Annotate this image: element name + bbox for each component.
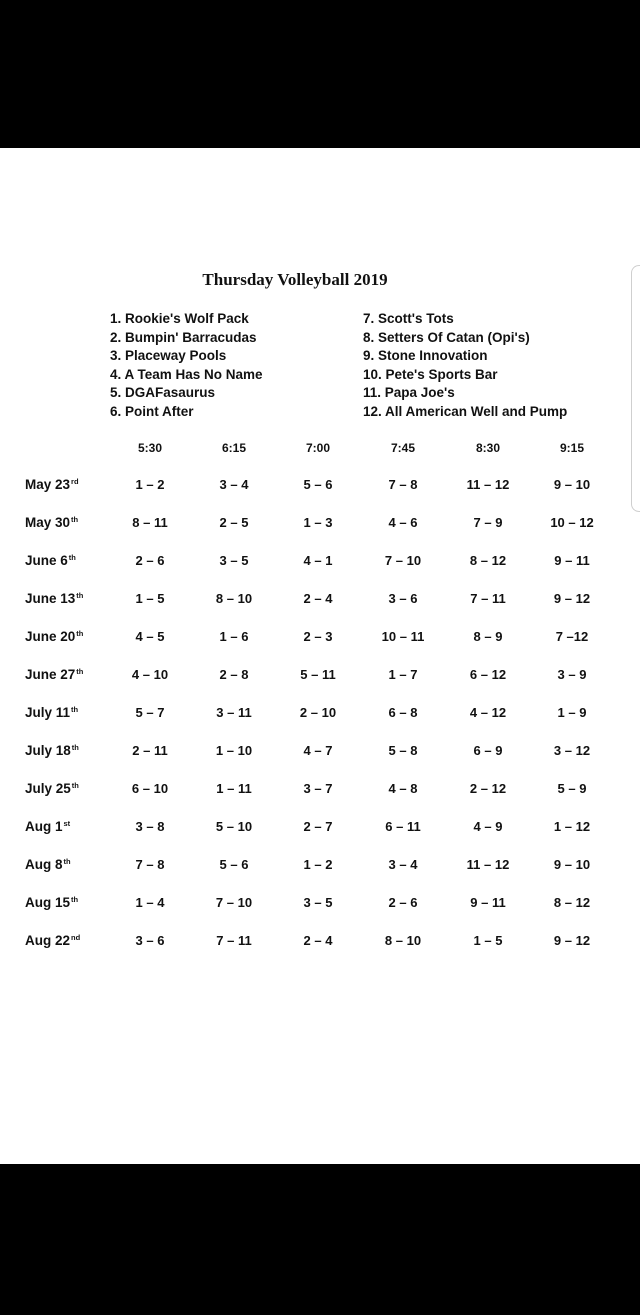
matchup-cell: 10 – 11 xyxy=(381,629,425,644)
matchup-cell: 5 – 9 xyxy=(557,781,587,796)
matchup-cell: 8 – 12 xyxy=(469,553,507,568)
matchup-cell: 5 – 7 xyxy=(135,705,165,720)
team-item: 4. A Team Has No Name xyxy=(110,366,263,382)
matchup-cell: 7 – 10 xyxy=(215,895,253,910)
matchup-cell: 9 – 12 xyxy=(553,591,591,606)
matchup-cell: 1 – 6 xyxy=(219,629,249,644)
date-ordinal-suffix: th xyxy=(63,857,71,866)
matchup-cell: 4 – 12 xyxy=(469,705,507,720)
date-ordinal-suffix: th xyxy=(76,591,84,600)
matchup-cell: 1 – 4 xyxy=(135,895,165,910)
match-date xyxy=(25,705,78,720)
matchup-cell: 2 – 5 xyxy=(219,515,249,530)
matchup-cell: 8 – 11 xyxy=(132,515,168,530)
match-date-text: June 13 xyxy=(25,591,76,606)
matchup-cell: 5 – 10 xyxy=(215,819,253,834)
match-date-text: May 23 xyxy=(25,477,71,492)
match-date-text: July 18 xyxy=(25,743,71,758)
matchup-cell: 5 – 6 xyxy=(219,857,249,872)
matchup-cell: 4 – 9 xyxy=(473,819,503,834)
matchup-cell: 2 – 3 xyxy=(303,629,333,644)
match-date-text: June 20 xyxy=(25,629,76,644)
matchup-cell: 3 – 12 xyxy=(553,743,591,758)
matchup-cell: 3 – 6 xyxy=(388,591,418,606)
matchup-cell: 11 – 12 xyxy=(466,477,510,492)
matchup-cell: 1 – 7 xyxy=(388,667,418,682)
match-date-text: May 30 xyxy=(25,515,71,530)
matchup-cell: 2 – 11 xyxy=(132,743,168,758)
match-date-text: June 6 xyxy=(25,553,68,568)
matchup-cell: 6 – 11 xyxy=(385,819,421,834)
matchup-cell: 2 – 4 xyxy=(303,933,333,948)
match-date-text: July 11 xyxy=(25,705,71,720)
matchup-cell: 7 – 10 xyxy=(384,553,422,568)
matchup-cell: 3 – 5 xyxy=(303,895,333,910)
team-item: 11. Papa Joe's xyxy=(363,385,455,400)
matchup-cell: 4 – 10 xyxy=(131,667,169,682)
matchup-cell: 9 – 12 xyxy=(553,933,591,948)
match-date xyxy=(25,477,79,492)
time-slot-header: 8:30 xyxy=(475,441,501,455)
matchup-cell: 7 – 11 xyxy=(470,591,506,606)
matchup-cell: 3 – 7 xyxy=(303,781,333,796)
match-date xyxy=(25,895,78,910)
time-header-row xyxy=(0,441,640,457)
matchup-cell: 2 – 12 xyxy=(469,781,507,796)
team-item: 5. DGAFasaurus xyxy=(110,385,216,400)
matchup-cell: 1 – 5 xyxy=(473,933,503,948)
schedule-row xyxy=(0,477,640,495)
matchup-cell: 3 – 5 xyxy=(219,553,249,568)
matchup-cell: 4 – 7 xyxy=(303,743,333,758)
team-item: 10. Pete's Sports Bar xyxy=(363,366,498,382)
schedule-row xyxy=(0,667,640,685)
matchup-cell: 1 – 2 xyxy=(303,857,333,872)
team-item: 6. Point After xyxy=(110,403,194,419)
date-ordinal-suffix: th xyxy=(71,743,79,752)
date-ordinal-suffix: nd xyxy=(71,933,81,942)
matchup-cell: 2 – 10 xyxy=(299,705,337,720)
time-slot-header: 7:45 xyxy=(390,441,416,455)
matchup-cell: 8 – 9 xyxy=(473,629,503,644)
matchup-cell: 2 – 8 xyxy=(219,667,249,682)
match-date xyxy=(25,515,78,530)
schedule-row xyxy=(0,743,640,761)
team-item: 3. Placeway Pools xyxy=(110,348,227,363)
matchup-cell: 1 – 10 xyxy=(215,743,253,758)
match-date xyxy=(25,667,83,682)
schedule-row xyxy=(0,895,640,913)
matchup-cell: 2 – 6 xyxy=(135,553,165,568)
match-date-text: July 25 xyxy=(25,781,71,796)
matchup-cell: 4 – 1 xyxy=(303,553,333,568)
matchup-cell: 6 – 12 xyxy=(469,667,507,682)
matchup-cell: 1 – 11 xyxy=(216,781,252,796)
schedule-row xyxy=(0,933,640,951)
matchup-cell: 8 – 10 xyxy=(384,933,422,948)
date-ordinal-suffix: th xyxy=(76,667,84,676)
match-date xyxy=(25,553,76,568)
matchup-cell: 1 – 12 xyxy=(553,819,591,834)
schedule-row xyxy=(0,857,640,875)
document-page xyxy=(0,148,640,1164)
time-slot-header: 9:15 xyxy=(559,441,585,455)
matchup-cell: 2 – 7 xyxy=(303,819,333,834)
matchup-cell: 3 – 4 xyxy=(388,857,418,872)
team-list-left xyxy=(110,310,263,421)
matchup-cell: 3 – 6 xyxy=(135,933,165,948)
matchup-cell: 1 – 2 xyxy=(135,477,165,492)
matchup-cell: 6 – 10 xyxy=(131,781,169,796)
match-date xyxy=(25,857,71,872)
matchup-cell: 10 – 12 xyxy=(550,515,594,530)
matchup-cell: 5 – 8 xyxy=(388,743,418,758)
date-ordinal-suffix: th xyxy=(71,515,79,524)
schedule-row xyxy=(0,553,640,571)
schedule-row xyxy=(0,515,640,533)
match-date xyxy=(25,933,80,948)
matchup-cell: 11 – 12 xyxy=(466,857,510,872)
matchup-cell: 7 – 8 xyxy=(135,857,165,872)
matchup-cell: 7 – 11 xyxy=(216,933,252,948)
date-ordinal-suffix: th xyxy=(71,705,79,714)
date-ordinal-suffix: st xyxy=(63,819,71,828)
matchup-cell: 3 – 4 xyxy=(219,477,249,492)
team-item: 8. Setters Of Catan (Opi's) xyxy=(363,329,530,345)
team-item: 12. All American Well and Pump xyxy=(363,403,568,419)
matchup-cell: 8 – 10 xyxy=(215,591,253,606)
scrollbar[interactable] xyxy=(631,265,640,512)
schedule-row xyxy=(0,781,640,799)
date-ordinal-suffix: th xyxy=(76,629,84,638)
matchup-cell: 7 –12 xyxy=(555,629,589,644)
date-ordinal-suffix: th xyxy=(71,781,79,790)
schedule-row xyxy=(0,591,640,609)
match-date xyxy=(25,781,79,796)
matchup-cell: 7 – 8 xyxy=(388,477,418,492)
team-item: 7. Scott's Tots xyxy=(363,311,454,326)
matchup-cell: 5 – 11 xyxy=(300,667,336,682)
team-item: 9. Stone Innovation xyxy=(363,348,488,363)
matchup-cell: 5 – 6 xyxy=(303,477,333,492)
matchup-cell: 9 – 11 xyxy=(470,895,506,910)
matchup-cell: 4 – 5 xyxy=(135,629,165,644)
team-item: 2. Bumpin' Barracudas xyxy=(110,329,257,345)
schedule-row xyxy=(0,629,640,647)
matchup-cell: 1 – 5 xyxy=(135,591,165,606)
match-date-text: June 27 xyxy=(25,667,76,682)
team-item: 1. Rookie's Wolf Pack xyxy=(110,311,249,326)
schedule-row xyxy=(0,819,640,837)
matchup-cell: 6 – 9 xyxy=(473,743,503,758)
matchup-cell: 3 – 11 xyxy=(216,705,252,720)
page-title: Thursday Volleyball 2019 xyxy=(202,270,388,289)
schedule-row xyxy=(0,705,640,723)
matchup-cell: 1 – 9 xyxy=(557,705,587,720)
matchup-cell: 9 – 10 xyxy=(553,477,591,492)
matchup-cell: 4 – 8 xyxy=(388,781,418,796)
match-date xyxy=(25,819,70,834)
time-slot-header: 6:15 xyxy=(221,441,247,455)
matchup-cell: 2 – 6 xyxy=(388,895,418,910)
matchup-cell: 6 – 8 xyxy=(388,705,418,720)
matchup-cell: 3 – 9 xyxy=(557,667,587,682)
match-date-text: Aug 15 xyxy=(25,895,71,910)
matchup-cell: 4 – 6 xyxy=(388,515,418,530)
date-ordinal-suffix: th xyxy=(68,553,76,562)
time-slot-header: 5:30 xyxy=(137,441,163,455)
matchup-cell: 2 – 4 xyxy=(303,591,333,606)
date-ordinal-suffix: rd xyxy=(71,477,79,486)
match-date-text: Aug 8 xyxy=(25,857,63,872)
matchup-cell: 1 – 3 xyxy=(303,515,333,530)
match-date xyxy=(25,629,83,644)
team-list-right xyxy=(363,310,567,421)
time-slot-header: 7:00 xyxy=(305,441,331,455)
matchup-cell: 9 – 11 xyxy=(554,553,590,568)
match-date xyxy=(25,743,79,758)
match-date-text: Aug 22 xyxy=(25,933,71,948)
match-date-text: Aug 1 xyxy=(25,819,63,834)
match-date xyxy=(25,591,83,606)
matchup-cell: 9 – 10 xyxy=(553,857,591,872)
matchup-cell: 8 – 12 xyxy=(553,895,591,910)
matchup-cell: 3 – 8 xyxy=(135,819,165,834)
date-ordinal-suffix: th xyxy=(71,895,79,904)
matchup-cell: 7 – 9 xyxy=(473,515,503,530)
